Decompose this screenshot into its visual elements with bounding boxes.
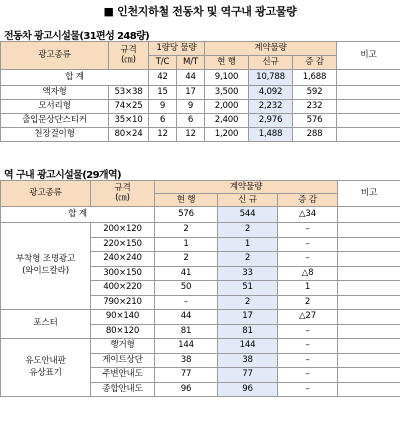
row-change: – bbox=[278, 339, 338, 354]
hdr-new: 신 규 bbox=[218, 194, 278, 207]
row-tc: 15 bbox=[149, 86, 177, 100]
hdr-new: 신규 bbox=[249, 56, 293, 70]
table-row bbox=[1, 114, 400, 128]
total-new: 10,788 bbox=[249, 70, 293, 86]
row-spec: 240×240 bbox=[91, 252, 155, 267]
total-note bbox=[337, 70, 400, 86]
row-current: 3,500 bbox=[205, 86, 249, 100]
row-change: 288 bbox=[293, 128, 337, 142]
row-note bbox=[338, 223, 400, 238]
group-label-line1: 유도안내판 bbox=[25, 355, 66, 366]
hdr-spec-label: 규격 bbox=[114, 182, 131, 193]
row-note bbox=[337, 114, 400, 128]
row-spec: 53×38 bbox=[109, 86, 149, 100]
row-current: 38 bbox=[155, 353, 218, 368]
row-current: – bbox=[155, 295, 218, 310]
row-spec: 행거형 bbox=[91, 339, 155, 354]
total-label: 합 계 bbox=[1, 207, 155, 223]
row-new: 17 bbox=[218, 310, 278, 325]
row-current: 2,400 bbox=[205, 114, 249, 128]
row-new: 1,488 bbox=[249, 128, 293, 142]
row-new: 4,092 bbox=[249, 86, 293, 100]
row-spec: 300×150 bbox=[91, 266, 155, 281]
row-current: 81 bbox=[155, 324, 218, 339]
row-note bbox=[338, 295, 400, 310]
row-kind: 출입문상단스티커 bbox=[1, 114, 109, 128]
hdr-tc: T/C bbox=[149, 56, 177, 70]
row-new: 144 bbox=[218, 339, 278, 354]
row-spec: 400×220 bbox=[91, 281, 155, 296]
hdr-change: 증 감 bbox=[278, 194, 338, 207]
row-note bbox=[337, 128, 400, 142]
row-current: 1,200 bbox=[205, 128, 249, 142]
row-note bbox=[338, 382, 400, 397]
row-spec: 주변안내도 bbox=[91, 368, 155, 383]
row-current: 96 bbox=[155, 382, 218, 397]
hdr-spec-label: 규격 bbox=[120, 44, 137, 55]
table-row bbox=[1, 100, 400, 114]
hdr-spec bbox=[109, 42, 149, 70]
row-spec: 35×10 bbox=[109, 114, 149, 128]
row-note bbox=[338, 266, 400, 281]
row-note bbox=[338, 339, 400, 354]
total-note bbox=[338, 207, 400, 223]
row-mt: 17 bbox=[177, 86, 205, 100]
hdr-contract: 계약물량 bbox=[205, 42, 337, 56]
row-change: 1 bbox=[278, 281, 338, 296]
row-spec: 게이트상단 bbox=[91, 353, 155, 368]
row-current: 41 bbox=[155, 266, 218, 281]
hdr-note: 비고 bbox=[338, 181, 400, 207]
row-kind: 액자형 bbox=[1, 86, 109, 100]
table-row bbox=[1, 339, 400, 354]
row-new: 33 bbox=[218, 266, 278, 281]
row-tc: 12 bbox=[149, 128, 177, 142]
row-new: 2 bbox=[218, 252, 278, 267]
row-change: – bbox=[278, 252, 338, 267]
row-change: – bbox=[278, 223, 338, 238]
row-note bbox=[338, 310, 400, 325]
group-label bbox=[1, 223, 91, 310]
group-label-line2: (와이드칼라) bbox=[22, 266, 69, 276]
row-new: 1 bbox=[218, 237, 278, 252]
row-change: 576 bbox=[293, 114, 337, 128]
total-label: 합 계 bbox=[1, 70, 149, 86]
station-total-row bbox=[1, 207, 400, 223]
hdr-spec-unit: (㎝) bbox=[121, 54, 136, 65]
total-current: 576 bbox=[155, 207, 218, 223]
row-spec: 220×150 bbox=[91, 237, 155, 252]
page-title: ■ 인천지하철 전동차 및 역구내 광고물량 bbox=[103, 5, 297, 18]
row-new: 96 bbox=[218, 382, 278, 397]
row-current: 77 bbox=[155, 368, 218, 383]
table-row bbox=[1, 86, 400, 100]
total-mt: 44 bbox=[177, 70, 205, 86]
hdr-spec-unit: (㎝) bbox=[115, 192, 130, 203]
hdr-kind: 광고종류 bbox=[1, 181, 91, 207]
hdr-spec bbox=[91, 181, 155, 207]
row-current: 44 bbox=[155, 310, 218, 325]
group-label bbox=[1, 339, 91, 397]
row-change: – bbox=[278, 382, 338, 397]
row-change: 232 bbox=[293, 100, 337, 114]
hdr-per-car: 1량당 물량 bbox=[149, 42, 205, 56]
row-note bbox=[338, 281, 400, 296]
hdr-kind: 광고종류 bbox=[1, 42, 109, 70]
hdr-mt: M/T bbox=[177, 56, 205, 70]
station-ad-table bbox=[0, 180, 400, 397]
row-current: 2,000 bbox=[205, 100, 249, 114]
group-label bbox=[1, 310, 91, 339]
row-change: – bbox=[278, 353, 338, 368]
row-mt: 6 bbox=[177, 114, 205, 128]
station-section-heading: 역 구내 광고시설물(29개역) bbox=[4, 170, 122, 181]
total-change: △34 bbox=[278, 207, 338, 223]
row-current: 50 bbox=[155, 281, 218, 296]
row-new: 2,976 bbox=[249, 114, 293, 128]
row-mt: 12 bbox=[177, 128, 205, 142]
row-new: 51 bbox=[218, 281, 278, 296]
row-note bbox=[337, 86, 400, 100]
row-change: – bbox=[278, 324, 338, 339]
group-label-line1: 포스터 bbox=[33, 318, 58, 329]
row-spec: 200×120 bbox=[91, 223, 155, 238]
row-new: 38 bbox=[218, 353, 278, 368]
row-spec: 90×140 bbox=[91, 310, 155, 325]
row-note bbox=[338, 252, 400, 267]
row-kind: 모서리형 bbox=[1, 100, 109, 114]
table-row bbox=[1, 310, 400, 325]
row-new: 81 bbox=[218, 324, 278, 339]
row-spec: 80×24 bbox=[109, 128, 149, 142]
row-new: 2,232 bbox=[249, 100, 293, 114]
table-row bbox=[1, 223, 400, 238]
row-new: 77 bbox=[218, 368, 278, 383]
train-total-row bbox=[1, 70, 400, 86]
row-change: – bbox=[278, 368, 338, 383]
row-change: 592 bbox=[293, 86, 337, 100]
row-change: △8 bbox=[278, 266, 338, 281]
group-label-line1: 부착형 조명광고 bbox=[15, 254, 76, 265]
total-change: 1,688 bbox=[293, 70, 337, 86]
row-spec: 종합안내도 bbox=[91, 382, 155, 397]
row-spec: 80×120 bbox=[91, 324, 155, 339]
train-ad-table bbox=[0, 41, 400, 142]
row-note bbox=[338, 324, 400, 339]
row-note bbox=[337, 100, 400, 114]
total-tc: 42 bbox=[149, 70, 177, 86]
hdr-contract: 계약물량 bbox=[155, 181, 338, 194]
total-current: 9,100 bbox=[205, 70, 249, 86]
row-change: – bbox=[278, 237, 338, 252]
row-spec: 790×210 bbox=[91, 295, 155, 310]
row-change: 2 bbox=[278, 295, 338, 310]
row-current: 2 bbox=[155, 223, 218, 238]
hdr-current: 현 행 bbox=[155, 194, 218, 207]
row-new: 2 bbox=[218, 223, 278, 238]
row-spec: 74×25 bbox=[109, 100, 149, 114]
table-row bbox=[1, 128, 400, 142]
row-note bbox=[338, 353, 400, 368]
row-kind: 천장걸이형 bbox=[1, 128, 109, 142]
total-new: 544 bbox=[218, 207, 278, 223]
row-mt: 9 bbox=[177, 100, 205, 114]
row-tc: 9 bbox=[149, 100, 177, 114]
group-label-line2: 유상표기 bbox=[29, 367, 62, 378]
row-current: 1 bbox=[155, 237, 218, 252]
row-note bbox=[338, 237, 400, 252]
row-tc: 6 bbox=[149, 114, 177, 128]
row-new: 2 bbox=[218, 295, 278, 310]
row-change: △27 bbox=[278, 310, 338, 325]
hdr-change: 증 감 bbox=[293, 56, 337, 70]
hdr-note: 비고 bbox=[337, 42, 400, 70]
row-note bbox=[338, 368, 400, 383]
row-current: 2 bbox=[155, 252, 218, 267]
train-section-heading: 전동차 광고시설물(31편성 248량) bbox=[4, 31, 150, 42]
row-current: 144 bbox=[155, 339, 218, 354]
hdr-current: 현 행 bbox=[205, 56, 249, 70]
